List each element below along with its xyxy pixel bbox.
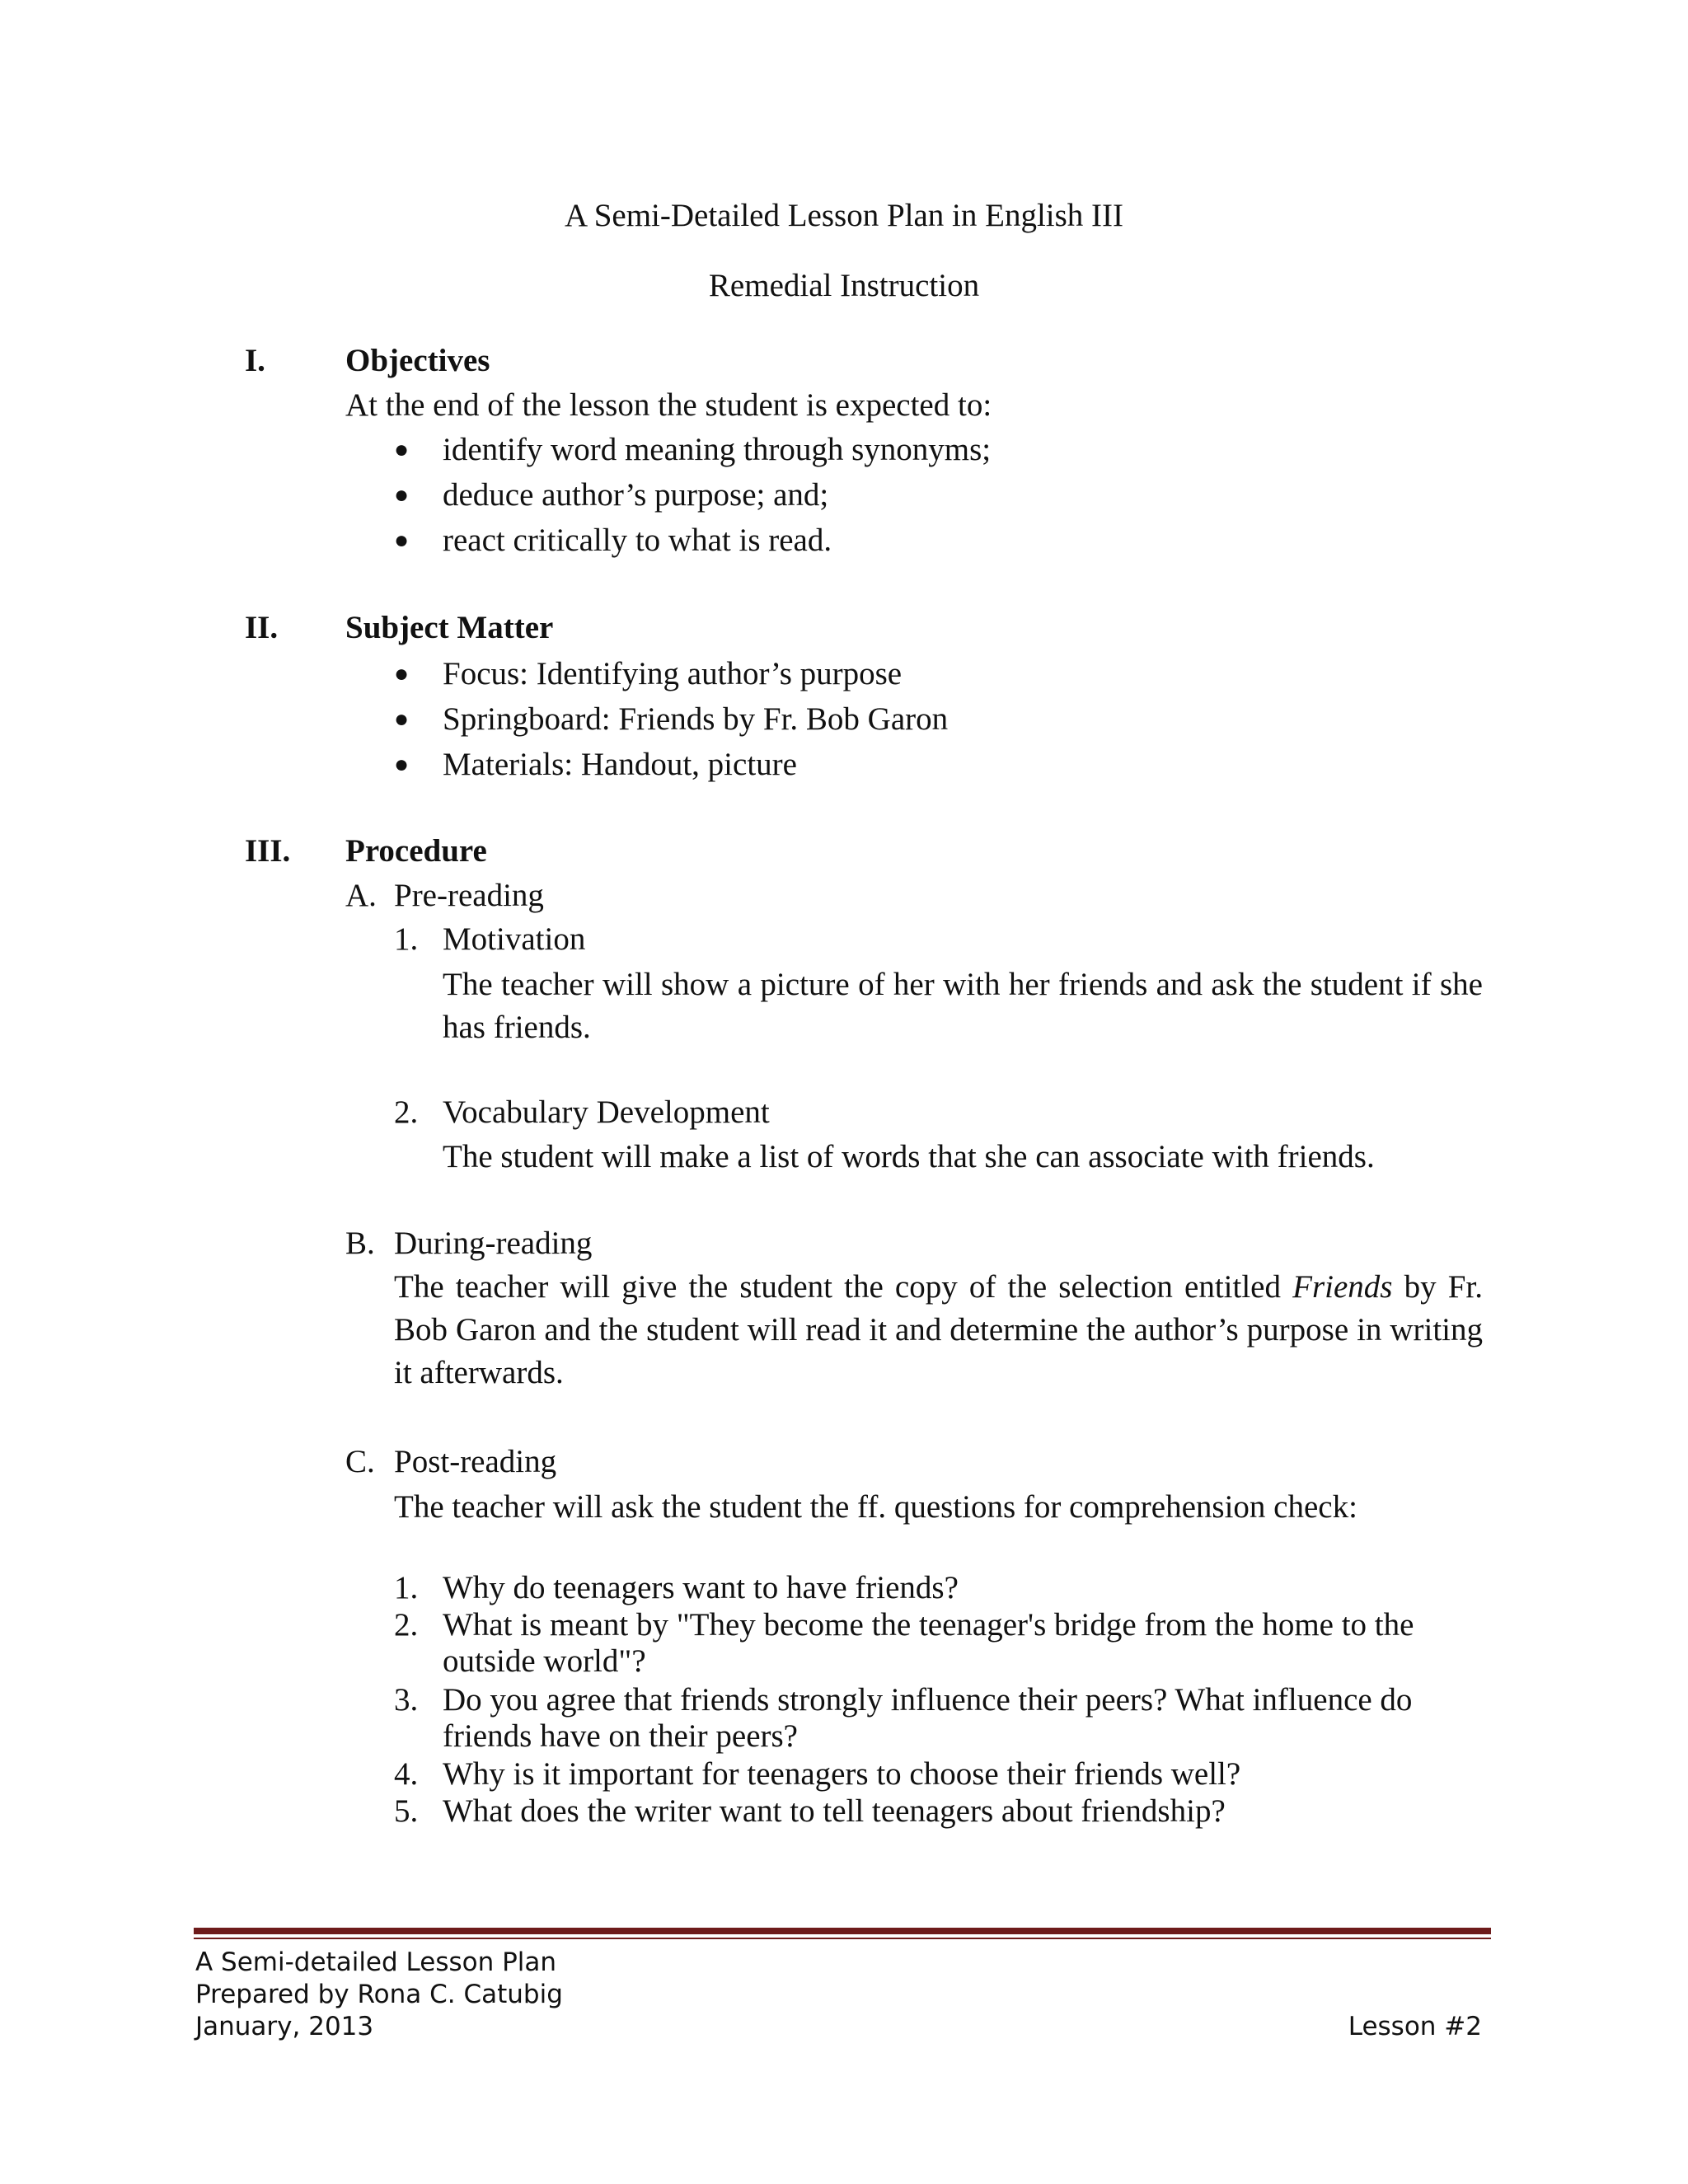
footer-rule-thin xyxy=(194,1938,1491,1939)
subject-item: Focus: Identifying author’s purpose xyxy=(443,656,903,691)
question-text: Why do teenagers want to have friends? xyxy=(443,1570,959,1605)
part-label-during-reading: During-reading xyxy=(394,1226,593,1261)
part-text-during-reading xyxy=(394,1266,1483,1394)
section-numeral-objectives: I. xyxy=(245,343,265,378)
bullet-icon: ● xyxy=(394,481,410,509)
step-label-motivation: Motivation xyxy=(443,921,586,957)
objective-item: react critically to what is read. xyxy=(443,523,832,558)
section-heading-objectives: Objectives xyxy=(345,343,490,378)
document-subtitle: Remedial Instruction xyxy=(708,268,980,303)
part-letter: A. xyxy=(345,878,377,913)
question-number: 3. xyxy=(394,1682,419,1718)
text-run: by Fr. Bob Garon and the student will read it and determine the author’s purpose in writing it afterwards. xyxy=(394,1269,1484,1390)
step-number: 2. xyxy=(394,1094,419,1130)
objectives-intro: At the end of the lesson the student is expected to: xyxy=(345,387,992,423)
bullet-icon: ● xyxy=(394,527,410,554)
objective-item: deduce author’s purpose; and; xyxy=(443,477,829,513)
section-heading-subject-matter: Subject Matter xyxy=(345,610,554,645)
question-number: 2. xyxy=(394,1607,419,1643)
step-text-vocabulary: The student will make a list of words that she can associate with friends. xyxy=(443,1139,1375,1174)
bullet-icon: ● xyxy=(394,436,410,463)
question-text-continued: outside world"? xyxy=(443,1643,646,1679)
objective-item: identify word meaning through synonyms; xyxy=(443,432,992,467)
question-number: 1. xyxy=(394,1570,419,1605)
question-number: 4. xyxy=(394,1756,419,1792)
footer-line-plan: A Semi-detailed Lesson Plan xyxy=(195,1947,557,1977)
selection-title: Friends xyxy=(1292,1269,1393,1305)
bullet-icon: ● xyxy=(394,660,410,687)
subject-item: Springboard: Friends by Fr. Bob Garon xyxy=(443,701,949,737)
step-text-motivation: The teacher will show a picture of her with her friends and ask the student if she has friends. xyxy=(443,967,1483,1045)
document-title: A Semi-Detailed Lesson Plan in English III xyxy=(564,198,1124,233)
step-number: 1. xyxy=(394,921,419,957)
footer-rule xyxy=(194,1928,1491,1934)
section-numeral-procedure: III. xyxy=(245,833,291,869)
question-text-continued: friends have on their peers? xyxy=(443,1718,798,1754)
section-numeral-subject-matter: II. xyxy=(245,610,279,645)
step-label-vocabulary: Vocabulary Development xyxy=(443,1094,770,1130)
part-label-pre-reading: Pre-reading xyxy=(394,878,544,913)
question-text: What is meant by "They become the teenager's bridge from the home to the xyxy=(443,1607,1414,1643)
subject-item: Materials: Handout, picture xyxy=(443,747,797,782)
footer-lesson-number: Lesson #2 xyxy=(1348,2012,1482,2041)
bullet-icon: ● xyxy=(394,751,410,778)
part-letter: B. xyxy=(345,1226,375,1261)
question-text: Why is it important for teenagers to choose their friends well? xyxy=(443,1756,1241,1792)
section-heading-procedure: Procedure xyxy=(345,833,487,869)
footer-line-date: January, 2013 xyxy=(195,2012,374,2041)
part-letter: C. xyxy=(345,1444,375,1479)
question-text: What does the writer want to tell teenagers about friendship? xyxy=(443,1793,1226,1829)
question-text: Do you agree that friends strongly influence their peers? What influence do xyxy=(443,1682,1413,1718)
part-text-post-reading: The teacher will ask the student the ff. questions for comprehension check: xyxy=(394,1489,1357,1525)
text-run: The teacher will give the student the copy of the selection entitled xyxy=(394,1269,1293,1305)
footer-line-author: Prepared by Rona C. Catubig xyxy=(195,1980,563,2009)
question-number: 5. xyxy=(394,1793,419,1829)
part-label-post-reading: Post-reading xyxy=(394,1444,557,1479)
bullet-icon: ● xyxy=(394,705,410,733)
